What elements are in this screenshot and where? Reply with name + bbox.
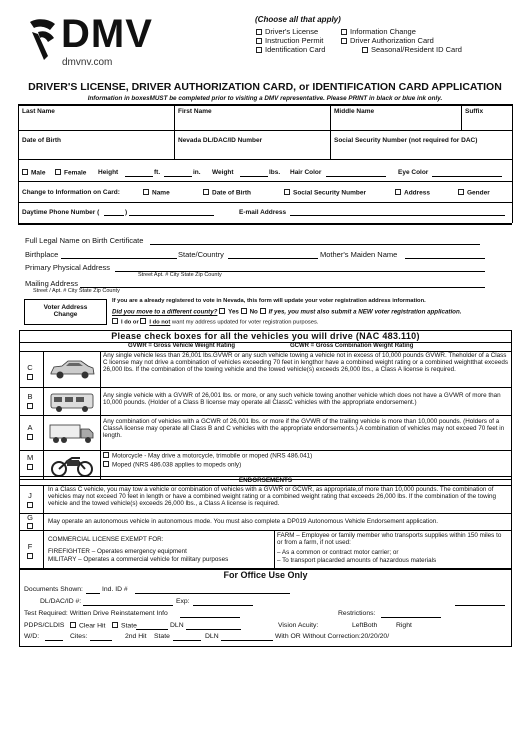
phone-label: Daytime Phone Number ( [22,209,100,216]
voter-do-not-checkbox[interactable] [140,318,146,324]
restrictions-label: Restrictions: [338,610,376,617]
suffix-label: Suffix [465,108,484,115]
last-name-label: Last Name [22,108,55,115]
endorsement-g-code[interactable]: G [27,514,33,530]
nv-dl-label: Nevada DL/DAC/ID Number [178,137,263,144]
form-subtitle: Information in boxesMUST be completed prior to visiting a DMV representative. Please PRINT in black or blue ink only. [87,95,443,102]
vision-right-label: Right [396,622,412,629]
voter-line-1: If you are a already registered to vote in Nevada, this form will update your voter registration address information. [112,298,426,304]
dln2-label: DLN [205,633,219,640]
vision-acuity-label: Vision Acuity: [278,622,319,629]
class-b-code[interactable]: B [27,392,33,410]
voter-box-label: Voter Address Change [43,304,88,318]
farm-exemption: FARM – Employee or family member who transports supplies within 150 miles to or from a farm, if not used: [277,532,502,547]
voter-address-change-box [24,299,107,325]
cites-label: Cites: [70,633,88,640]
car-icon [48,357,96,381]
endorsement-g-description: May operate an autonomous vehicle in autonomous mode. You must also complete a DP019 Autonomous Vehicle Endorsement application. [48,518,438,525]
class-b-description: Any single vehicle with a GVWR of 26,001 lbs. or more, or any such vehicle towing another vehicle which does not have a GVWR of more than 10,000 pounds. (Holder of a Class B license may operate all ClassC vehicles with the appropriate endorsement.) [103,392,501,407]
male-checkbox[interactable]: Male [22,169,45,177]
mailing-address-label: Mailing Address [25,279,78,288]
ssn-label: Social Security Number (not required for DAC) [334,137,478,144]
dmv-logo [28,14,178,72]
rv-bus-icon [48,390,96,414]
choose-header: (Choose all that apply) [255,15,341,24]
test-required-label: Test Required: Written Drive Reinstatement Info [24,610,168,617]
change-dob-checkbox[interactable]: Date of Birth [203,189,251,197]
identification-card-checkbox[interactable]: Identification Card [256,45,325,54]
correction-label: With OR Without Correction:20/20/20/ [275,633,390,640]
office-use-section [19,569,512,647]
voter-line-2: Did you move to a different county? Yes No If yes, you must also submit a NEW voter registration application. [112,308,462,316]
physical-address-label: Primary Physical Address [25,263,111,272]
endorsement-j-description: In a Class C vehicle, you may tow a vehicle or combination of vehicles with a GVWR or GCWR, as appropriate,of more than 10,000 pounds. The combination of vehicles may not exceed 70 feet in length or have a combined weight rating or a combined weight rating that exceeds 26,000 lbs. If the combination of the towing vehicle and the towed vehicle(s) exceeds 26,000 lbs., a Class A license is required. [48,486,497,508]
office-use-header: For Office Use Only [223,570,308,580]
class-a-code[interactable]: A [27,423,33,441]
change-ssn-checkbox[interactable]: Social Security Number [284,189,366,197]
class-c-description: Any single vehicle less than 26,001 lbs.GVWR or any such vehicle towing a vehicle not in excess of 10,000 pounds GVWR. Theholder of a Class C license may not drive a combination of vehicles exceeding 70 feet in lengthor have a combined weight rating or a combined weightthat exceeds 26,000 lbs. If the combination of the towing vehicle and the towed vehicle(s) exceeds 26,000 lbs., a Class A license is required. [103,352,508,374]
endorsement-j-code[interactable]: J [27,491,33,509]
logo-url: dmvnv.com [62,57,113,68]
change-name-checkbox[interactable]: Name [143,189,170,197]
voter-move-yes-checkbox[interactable] [219,308,225,314]
motorcycle-icon [50,452,94,478]
eye-color-label: Eye Color [398,169,429,176]
height-label: Height [98,169,119,176]
gcwr-definition: GCWR = Gross Combination Weight Rating [290,343,414,349]
hair-color-label: Hair Color [290,169,322,176]
nevada-logo-icon [28,16,58,62]
pdps-label: PDPS/CLDIS [24,622,65,629]
state-country-label: State/Country [178,250,224,259]
exp-label: Exp: [176,598,190,605]
legal-name-label: Full Legal Name on Birth Certificate [25,236,144,245]
clear-hit-checkbox[interactable]: Clear Hit [70,622,105,630]
military-exemption: MILITARY – Operates a commercial vehicle for military purposes [48,556,229,563]
birthplace-label: Birthplace [25,250,59,259]
endorsements-header: ENDORSEMENTS [238,477,293,484]
information-change-checkbox[interactable]: Information Change [341,27,416,36]
endorsement-f-code[interactable]: F [27,542,33,560]
email-label: E-mail Address [239,209,287,216]
class-m-motorcycle[interactable]: Motorcycle - May drive a motorcycle, trimobile or moped (NRS 486.041) [103,452,312,460]
gvwr-definition: GVWR = Gross Vehicle Weight Rating [128,343,236,349]
female-checkbox[interactable]: Female [55,169,86,177]
mailing-address-sublabels: Street / Apt. # City State Zip County [33,288,120,294]
dob-label: Date of Birth [22,137,61,144]
ind-id-label: Ind. ID # [102,586,128,593]
in-label: in. [193,169,201,176]
documents-shown-label: Documents Shown: [24,586,83,593]
farm-exemption-2: – To transport placarded amounts of hazardous materials [277,557,437,564]
middle-name-label: Middle Name [334,108,375,115]
class-m-moped[interactable]: Moped (NRS 486.038 applies to mopeds only) [103,461,241,469]
driver-authorization-checkbox[interactable]: Driver Authorization Card [341,36,434,45]
firefighter-exemption: FIREFIGHTER – Operates emergency equipment [48,548,187,555]
drivers-license-checkbox[interactable]: Driver's License [256,27,318,36]
state-field[interactable]: State [112,622,137,630]
change-address-checkbox[interactable]: Address [395,189,430,197]
class-m-code[interactable]: M [27,453,33,471]
form-title: DRIVER'S LICENSE, DRIVER AUTHORIZATION CARD, or IDENTIFICATION CARD APPLICATION [28,81,502,93]
seasonal-id-checkbox[interactable]: Seasonal/Resident ID Card [362,45,462,54]
change-info-label: Change to Information on Card: [22,189,120,196]
phone-close-paren: ) [125,209,128,216]
farm-exemption-1: – As a common or contract motor carrier; or [277,549,399,556]
physical-address-sublabels: Street Apt. # City State Zip County [138,272,222,278]
dln-label: DLN [170,622,184,629]
wd-label: W/D: [24,633,40,640]
lbs-label: lbs. [269,169,281,176]
vehicles-header: Please check boxes for all the vehicles you will drive (NAC 483.110) [111,331,420,341]
logo-wordmark: DMV [61,12,153,56]
vision-left-both-label: LeftBoth [352,622,378,629]
instruction-permit-checkbox[interactable]: Instruction Permit [256,36,323,45]
class-a-description: Any combination of vehicles with a GCWR of 26,001 lbs. or more if the GVWR of the trailing vehicle is more than 10,000 pounds. (Holders of a ClassA license may operate all Class B and C vehicles with the appropriate endorsements.) A combination of vehicles may not exceed 70 feet in length. [103,418,505,440]
truck-trailer-icon [48,420,96,446]
voter-do-checkbox[interactable] [112,318,118,324]
mothers-maiden-name-label: Mother's Maiden Name [320,250,398,259]
second-hit-checkbox[interactable]: 2nd Hit [125,633,147,640]
dl-number-label: DL/DAC/ID #: [40,598,82,605]
state2-label: State [154,633,170,640]
weight-label: Weight [212,169,234,176]
first-name-label: First Name [178,108,212,115]
commercial-exempt-heading: COMMERCIAL LICENSE EXEMPT FOR: [48,536,164,543]
voter-move-no-checkbox[interactable] [241,308,247,314]
voter-line-3: I do or I do not want my address updated for voter registration purposes. [112,318,319,327]
change-gender-checkbox[interactable]: Gender [458,189,490,197]
class-c-code[interactable]: C [27,363,33,381]
ft-label: ft. [154,169,161,176]
